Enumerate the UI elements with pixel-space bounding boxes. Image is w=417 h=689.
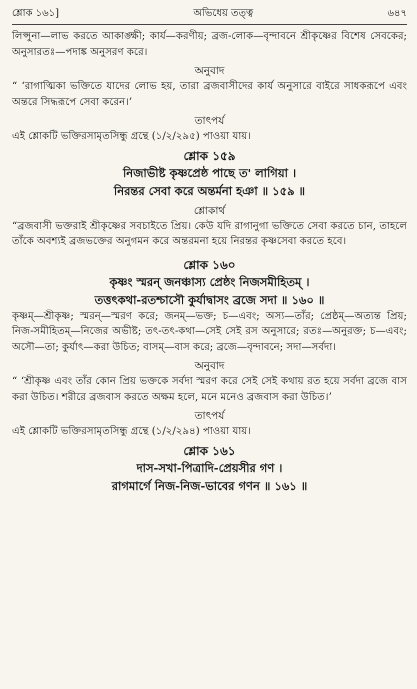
translation-160: “ ‘শ্রীকৃষ্ণ এবং তাঁর কোন প্রিয় ভক্তকে সর্বদা স্মরণ করে সেই সেই কথায় রত হয়ে সর্বদা ব্রজে বাস করা উচিত। শরীরে ব্রজবাস করতে অক্ষম হলে, মনে মনেও ব্রজবাস করা উচিত।’ [12,376,407,403]
header-verse-ref: শ্লোক ১৬১] [12,8,60,19]
verse-160-line-2: তত্তৎকথা-রতশ্চাসৌ কুর্যাদ্বাসং ব্রজে সদা ॥ ১৬০ ॥ [94,292,325,307]
page-header [12,6,407,22]
header-chapter-title: অভিধেয় তত্ত্ব [193,8,254,19]
verse-159-line-1: নিজাভীষ্ট কৃষ্ণপ্রেষ্ঠ পাছে ত' লাগিয়া । [122,165,297,180]
synonyms-160: কৃষ্ণম্—শ্রীকৃষ্ণ; স্মরন্—স্মরণ করে; জনম্—ভক্ত; চ—এবং; অস্য—তাঁর; প্রেষ্ঠম্—অত্যন্ত প্রিয়; নিজ-সমীহিতম্—নিজের অভীষ্ট; তৎ-তৎ-কথা—সেই সেই রস অনুসারে; রতঃ—অনুরক্ত; চ—এবং; অসৌ—তা; কুর্যাৎ—করা উচিত; বাসম্—বাস করে; ব্রজে—বৃন্দাবনে; সদা—সর্বদা। [12,310,407,353]
verse-159-line-2: নিরন্তর সেবা করে অন্তর্মনা হঞা ॥ ১৫৯ ॥ [113,183,306,198]
verse-161-line-2: রাগমার্গে নিজ-নিজ-ভাবের গণন ॥ ১৬১ ॥ [111,478,308,493]
header-rule [12,24,407,25]
meaning-159: “ব্রজবাসী ভক্তরাই শ্রীকৃষ্ণের সবচাইতে প্রিয়। কেউ যদি রাগানুগা ভক্তিতে সেবা করতে চান, তাহলে তাঁকে অবশ্যই ব্রজভক্তের অনুগমন করে অন্তরমনা হয়ে নিরন্তর কৃষ্ণসেবা করতে হবে। [12,220,407,247]
verse-label-161: শ্লোক ১৬১ [183,443,236,458]
purport-label-160: তাৎপর্য [194,410,225,422]
translation-158: “ ‘রাগাত্মিকা ভক্তিতে যাদের লোভ হয়, তারা ব্রজবাসীদের কার্য অনুসারে বাইরে সাধকরূপে এবং অন্তরে সিদ্ধরূপে সেবা করেন।’ [12,81,407,108]
meaning-label-159: শ্লোকার্থ [193,204,226,217]
purport-label-158: তাৎপর্য [194,115,225,127]
purport-158: এই শ্লোকটি ভক্তিরসামৃতসিন্ধু গ্রন্থে (১/২/২৯৫) পাওয়া যায়। [12,131,251,142]
verse-160-line-1: কৃষ্ণং স্মরন্ জনঞ্চাস্য প্রেষ্ঠং নিজসমীহিতম্ । [109,274,310,289]
synonyms-158: লিপ্সুনা—লাভ করতে আকাঙ্ক্ষী; কার্য—করণীয়; ব্রজ-লোক—বৃন্দাবনে শ্রীকৃষ্ণের বিশেষ সেবকের; অনুসারতঃ—পদাঙ্ক অনুসরণ করে। [12,31,407,58]
purport-160: এই শ্লোকটি ভক্তিরসামৃতসিন্ধু গ্রন্থে (১/২/২৯৪) পাওয়া যায়। [12,426,251,437]
translation-label-160: অনুবাদ [194,360,225,372]
verse-161-line-1: দাস-সখা-পিত্রাদি-প্রেয়সীর গণ । [136,460,283,475]
verse-label-159: শ্লোক ১৫৯ [183,148,236,163]
translation-label-158: অনুবাদ [194,65,225,77]
header-page-number: ৬৪৭ [387,8,407,19]
verse-label-160: শ্লোক ১৬০ [183,257,236,272]
